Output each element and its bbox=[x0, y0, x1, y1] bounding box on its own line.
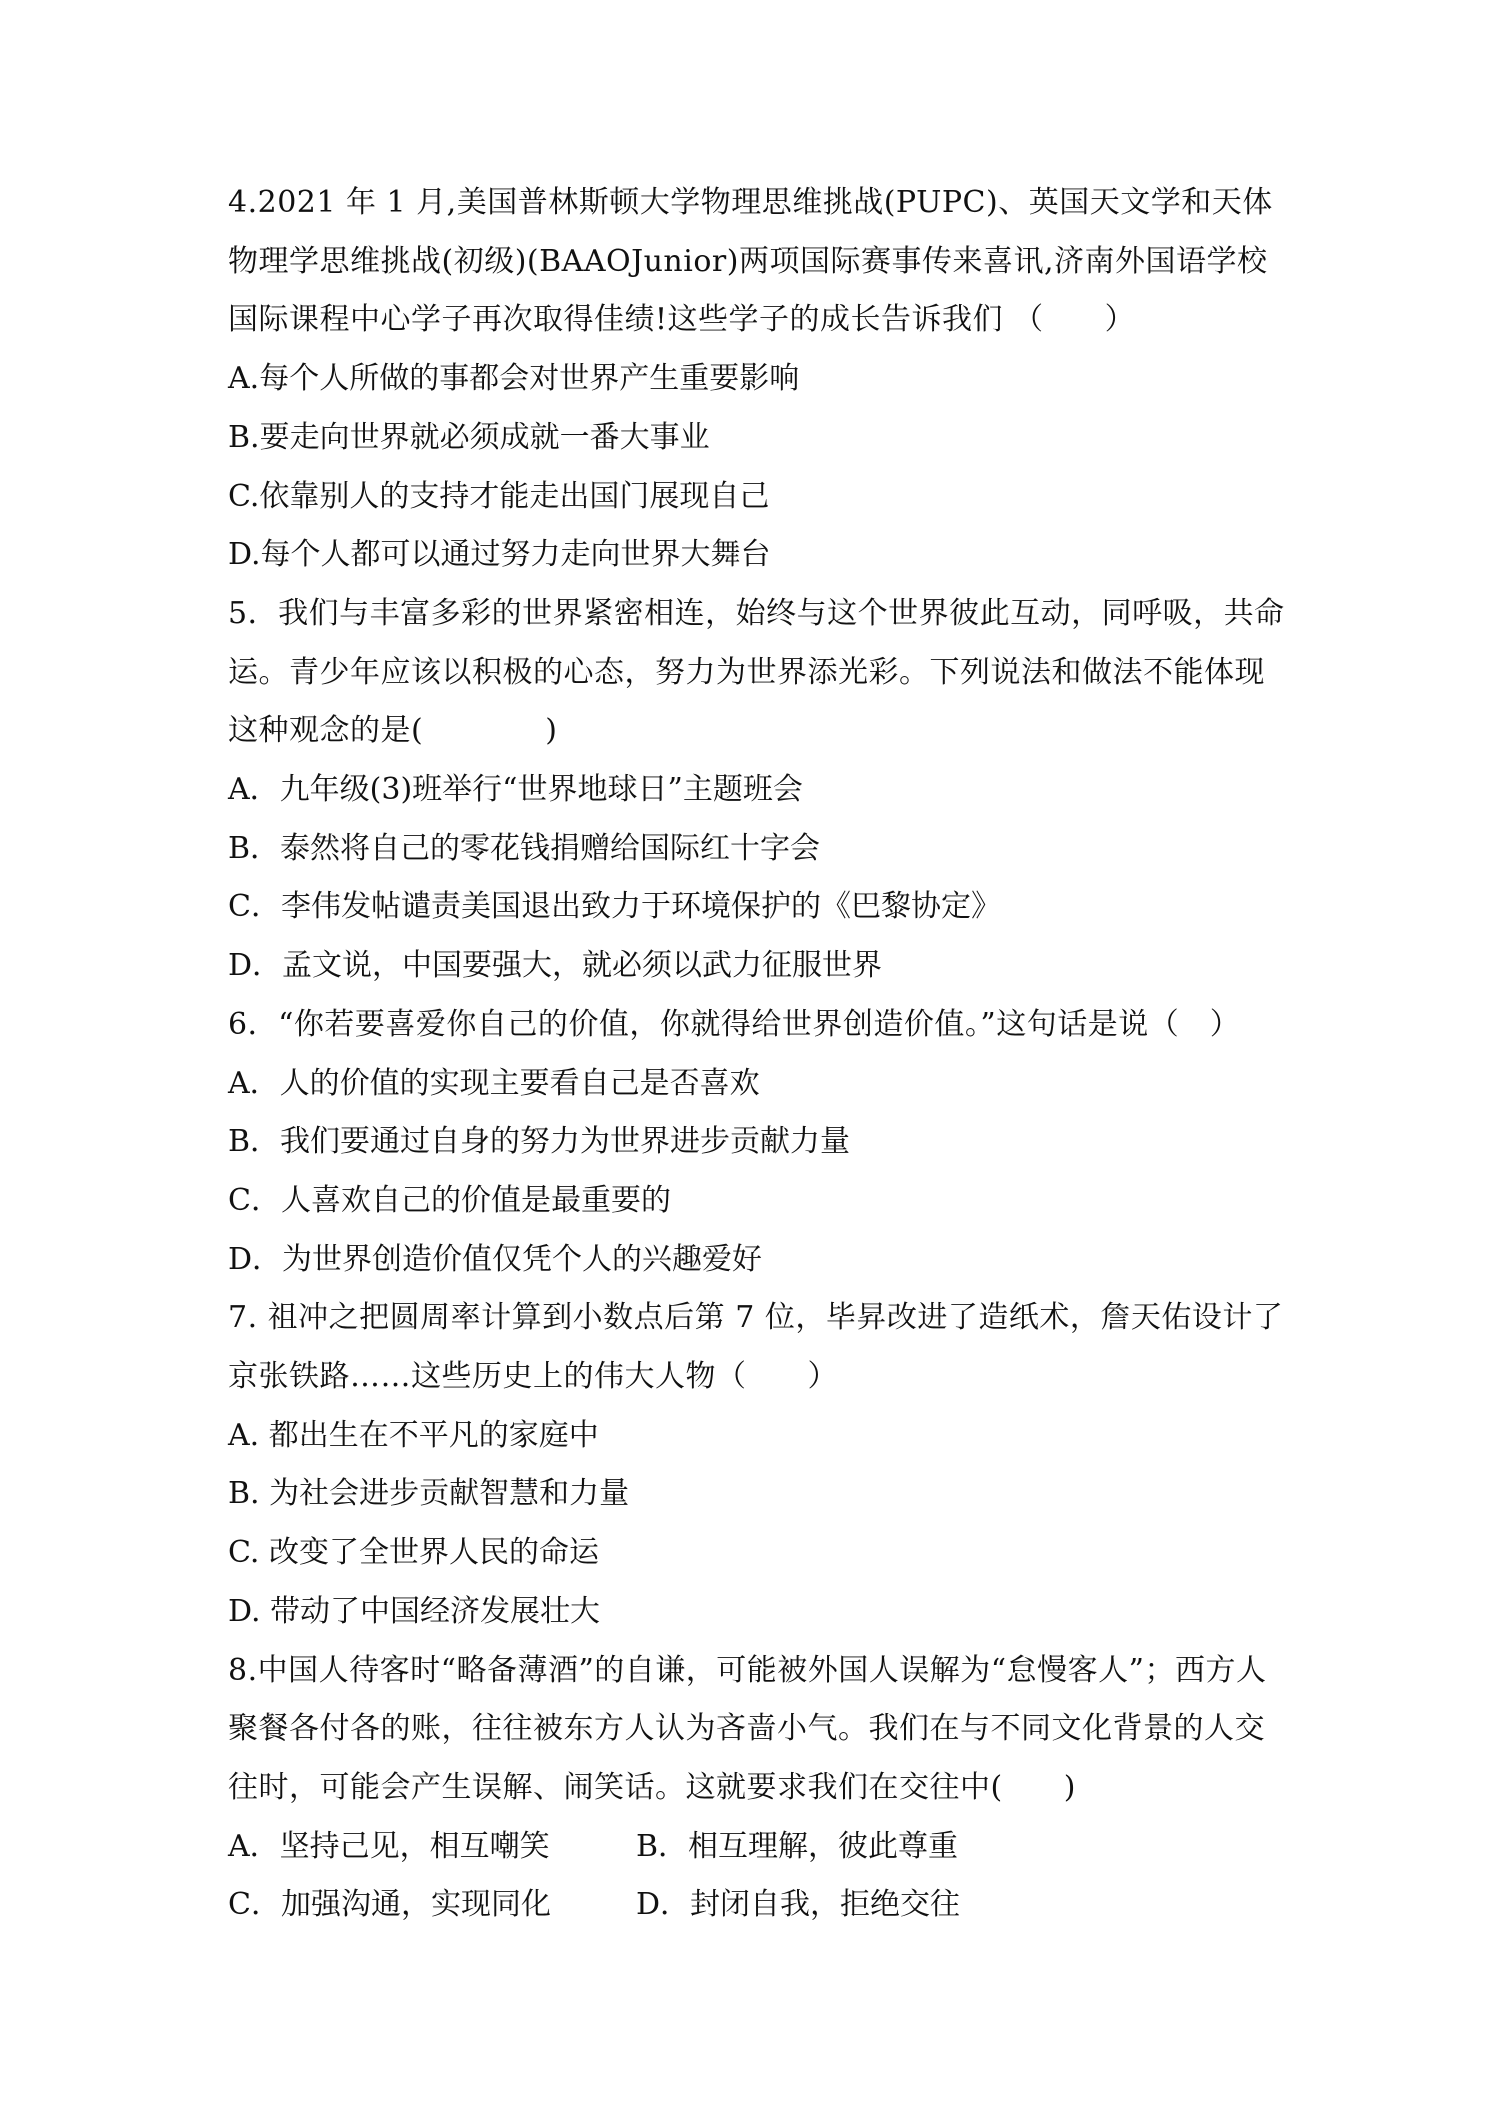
option-d: D. 带动了中国经济发展壮大 bbox=[228, 1593, 601, 1629]
exam-page bbox=[228, 174, 1288, 1935]
question-stem: 8.中国人待客时“略备薄酒”的自谦，可能被外国人误解为“怠慢客人”；西方人聚餐各付各的账，往往被东方人认为吝啬小气。我们在与不同文化背景的人交往时，可能会产生误解、闹笑话。这就要求我们在交往中( ) bbox=[228, 1652, 1267, 1805]
question-7 bbox=[228, 1289, 1288, 1641]
option-a: A．九年级(3)班举行“世界地球日”主题班会 bbox=[228, 772, 803, 808]
question-4 bbox=[228, 174, 1288, 585]
option-d: D．为世界创造价值仅凭个人的兴趣爱好 bbox=[228, 1241, 763, 1277]
option-row-1 bbox=[228, 1818, 1288, 1877]
option-b: B．我们要通过自身的努力为世界进步贡献力量 bbox=[228, 1124, 851, 1160]
option-c: C．加强沟通，实现同化 bbox=[228, 1887, 551, 1923]
option-c: C．人喜欢自己的价值是最重要的 bbox=[228, 1182, 671, 1218]
question-stem: 4.2021 年 1 月,美国普林斯顿大学物理思维挑战(PUPC)、英国天文学和天体物理学思维挑战(初级)(BAAOJunior)两项国际赛事传来喜讯,济南外国语学校国际课程中心学子再次取得佳绩!这些学子的成长告诉我们 （ ） bbox=[228, 185, 1273, 338]
option-d: D．封闭自我，拒绝交往 bbox=[636, 1887, 961, 1923]
question-stem: 5．我们与丰富多彩的世界紧密相连，始终与这个世界彼此互动，同呼吸，共命运。青少年应该以积极的心态，努力为世界添光彩。下列说法和做法不能体现这种观念的是( ) bbox=[228, 595, 1285, 749]
option-b: B.要走向世界就必须成就一番大事业 bbox=[228, 419, 710, 455]
option-b: B．相互理解，彼此尊重 bbox=[636, 1828, 959, 1864]
question-6 bbox=[228, 996, 1288, 1290]
question-stem: 6．“你若要喜爱你自己的价值，你就得给世界创造价值。”这句话是说（ ） bbox=[228, 1006, 1241, 1042]
option-a: A．坚持己见，相互嘲笑 bbox=[228, 1828, 550, 1864]
option-d: D．孟文说，中国要强大，就必须以武力征服世界 bbox=[228, 948, 883, 984]
option-c: C. 改变了全世界人民的命运 bbox=[228, 1535, 599, 1571]
option-row-2 bbox=[228, 1876, 1288, 1935]
option-a: A.每个人所做的事都会对世界产生重要影响 bbox=[228, 361, 800, 397]
question-8 bbox=[228, 1642, 1288, 1936]
option-b: B．泰然将自己的零花钱捐赠给国际红十字会 bbox=[228, 830, 821, 866]
question-5 bbox=[228, 585, 1288, 996]
option-a: A. 都出生在不平凡的家庭中 bbox=[228, 1417, 599, 1453]
option-b: B. 为社会进步贡献智慧和力量 bbox=[228, 1476, 630, 1512]
option-d: D.每个人都可以通过努力走向世界大舞台 bbox=[228, 537, 771, 573]
option-c: C.依靠别人的支持才能走出国门展现自己 bbox=[228, 478, 770, 514]
question-stem: 7. 祖冲之把圆周率计算到小数点后第 7 位，毕昇改进了造纸术，詹天佑设计了京张铁路……这些历史上的伟大人物（ ） bbox=[228, 1300, 1284, 1395]
option-c: C．李伟发帖谴责美国退出致力于环境保护的《巴黎协定》 bbox=[228, 889, 1001, 925]
option-a: A．人的价值的实现主要看自己是否喜欢 bbox=[228, 1065, 760, 1101]
